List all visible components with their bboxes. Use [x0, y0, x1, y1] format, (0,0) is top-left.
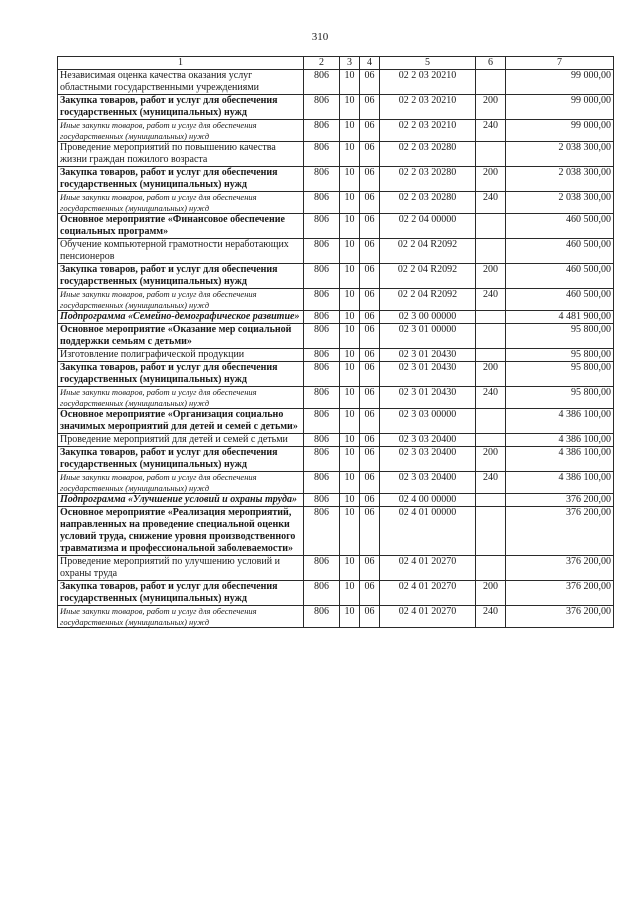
row-target-code-cell: 02 4 01 00000: [380, 507, 476, 556]
table-row: [58, 289, 614, 311]
header-cell: 2: [304, 57, 340, 70]
table-row: [58, 311, 614, 324]
table-row: [58, 362, 614, 387]
row-section-cell: 10: [340, 606, 360, 628]
row-section-cell: 10: [340, 264, 360, 289]
row-expense-type-cell: [476, 324, 506, 349]
table-row: [58, 264, 614, 289]
row-subsection-cell: 06: [360, 239, 380, 264]
row-section-cell: 10: [340, 95, 360, 120]
row-subsection-cell: 06: [360, 606, 380, 628]
row-name-cell: Обучение компьютерной грамотности неработающих пенсионеров: [58, 239, 304, 264]
row-name-cell: Подпрограмма «Семейно-демографическое развитие»: [58, 311, 304, 324]
row-expense-type-cell: 200: [476, 362, 506, 387]
row-name-cell: Изготовление полиграфической продукции: [58, 349, 304, 362]
row-code-cell: 806: [304, 581, 340, 606]
row-expense-type-cell: 240: [476, 472, 506, 494]
row-name-cell: Иные закупки товаров, работ и услуг для обеспечения государственных (муниципальных) нужд: [58, 192, 304, 214]
row-name-cell: Основное мероприятие «Финансовое обеспечение социальных программ»: [58, 214, 304, 239]
header-cell: 7: [506, 57, 614, 70]
row-code-cell: 806: [304, 167, 340, 192]
row-name-cell: Иные закупки товаров, работ и услуг для обеспечения государственных (муниципальных) нужд: [58, 387, 304, 409]
row-target-code-cell: 02 2 04 R2092: [380, 239, 476, 264]
row-section-cell: 10: [340, 447, 360, 472]
row-subsection-cell: 06: [360, 142, 380, 167]
table-row: [58, 581, 614, 606]
row-subsection-cell: 06: [360, 311, 380, 324]
row-target-code-cell: 02 3 03 20400: [380, 472, 476, 494]
row-expense-type-cell: [476, 409, 506, 434]
row-expense-type-cell: [476, 239, 506, 264]
row-subsection-cell: 06: [360, 167, 380, 192]
row-target-code-cell: 02 4 00 00000: [380, 494, 476, 507]
row-expense-type-cell: [476, 70, 506, 95]
row-amount-cell: 4 386 100,00: [506, 409, 614, 434]
row-section-cell: 10: [340, 120, 360, 142]
row-expense-type-cell: 200: [476, 95, 506, 120]
row-target-code-cell: 02 3 01 20430: [380, 387, 476, 409]
row-section-cell: 10: [340, 142, 360, 167]
row-name-cell: Проведение мероприятий по повышению качества жизни граждан пожилого возраста: [58, 142, 304, 167]
header-cell: 1: [58, 57, 304, 70]
row-name-cell: Иные закупки товаров, работ и услуг для обеспечения государственных (муниципальных) нужд: [58, 606, 304, 628]
row-target-code-cell: 02 2 03 20210: [380, 70, 476, 95]
row-expense-type-cell: [476, 142, 506, 167]
table-row: [58, 95, 614, 120]
table-row: [58, 494, 614, 507]
row-target-code-cell: 02 2 04 R2092: [380, 289, 476, 311]
row-section-cell: 10: [340, 214, 360, 239]
row-target-code-cell: 02 4 01 20270: [380, 606, 476, 628]
row-amount-cell: 4 386 100,00: [506, 472, 614, 494]
row-code-cell: 806: [304, 556, 340, 581]
row-section-cell: 10: [340, 409, 360, 434]
table-row: [58, 387, 614, 409]
row-expense-type-cell: [476, 556, 506, 581]
row-target-code-cell: 02 3 01 20430: [380, 349, 476, 362]
table-row: [58, 167, 614, 192]
row-code-cell: 806: [304, 434, 340, 447]
row-amount-cell: 376 200,00: [506, 494, 614, 507]
table-row: [58, 556, 614, 581]
row-subsection-cell: 06: [360, 434, 380, 447]
row-expense-type-cell: 240: [476, 606, 506, 628]
page-number: 310: [311, 31, 329, 43]
row-amount-cell: 460 500,00: [506, 289, 614, 311]
row-expense-type-cell: 200: [476, 264, 506, 289]
row-name-cell: Основное мероприятие «Реализация мероприятий, направленных на проведение специальной оценки условий труда, снижение уровня производственного травматизма и профессиональной заболеваемости»: [58, 507, 304, 556]
row-amount-cell: 376 200,00: [506, 507, 614, 556]
row-amount-cell: 460 500,00: [506, 264, 614, 289]
row-name-cell: Закупка товаров, работ и услуг для обеспечения государственных (муниципальных) нужд: [58, 264, 304, 289]
row-amount-cell: 4 386 100,00: [506, 434, 614, 447]
row-subsection-cell: 06: [360, 581, 380, 606]
row-section-cell: 10: [340, 239, 360, 264]
header-cell: 4: [360, 57, 380, 70]
row-expense-type-cell: [476, 434, 506, 447]
row-subsection-cell: 06: [360, 264, 380, 289]
row-section-cell: 10: [340, 507, 360, 556]
row-code-cell: 806: [304, 349, 340, 362]
table-row: [58, 214, 614, 239]
row-name-cell: Иные закупки товаров, работ и услуг для обеспечения государственных (муниципальных) нужд: [58, 120, 304, 142]
row-section-cell: 10: [340, 70, 360, 95]
row-amount-cell: 2 038 300,00: [506, 142, 614, 167]
row-name-cell: Закупка товаров, работ и услуг для обеспечения государственных (муниципальных) нужд: [58, 362, 304, 387]
row-section-cell: 10: [340, 192, 360, 214]
row-name-cell: Иные закупки товаров, работ и услуг для обеспечения государственных (муниципальных) нужд: [58, 472, 304, 494]
row-code-cell: 806: [304, 409, 340, 434]
row-target-code-cell: 02 4 01 20270: [380, 556, 476, 581]
row-section-cell: 10: [340, 349, 360, 362]
row-section-cell: 10: [340, 387, 360, 409]
row-name-cell: Закупка товаров, работ и услуг для обеспечения государственных (муниципальных) нужд: [58, 167, 304, 192]
row-code-cell: 806: [304, 311, 340, 324]
row-name-cell: Проведение мероприятий по улучшению условий и охраны труда: [58, 556, 304, 581]
header-cell: 5: [380, 57, 476, 70]
table-row: [58, 324, 614, 349]
row-target-code-cell: 02 3 03 20400: [380, 447, 476, 472]
table-row: [58, 239, 614, 264]
row-amount-cell: 4 386 100,00: [506, 447, 614, 472]
row-amount-cell: 2 038 300,00: [506, 167, 614, 192]
row-subsection-cell: 06: [360, 192, 380, 214]
row-code-cell: 806: [304, 239, 340, 264]
row-code-cell: 806: [304, 214, 340, 239]
row-name-cell: Закупка товаров, работ и услуг для обеспечения государственных (муниципальных) нужд: [58, 581, 304, 606]
row-section-cell: 10: [340, 362, 360, 387]
row-name-cell: Подпрограмма «Улучшение условий и охраны труда»: [58, 494, 304, 507]
row-code-cell: 806: [304, 362, 340, 387]
row-target-code-cell: 02 2 03 20280: [380, 142, 476, 167]
row-amount-cell: 376 200,00: [506, 556, 614, 581]
table-row: [58, 606, 614, 628]
row-expense-type-cell: [476, 311, 506, 324]
row-code-cell: 806: [304, 507, 340, 556]
row-amount-cell: 2 038 300,00: [506, 192, 614, 214]
row-expense-type-cell: 200: [476, 447, 506, 472]
row-code-cell: 806: [304, 447, 340, 472]
row-target-code-cell: 02 3 03 00000: [380, 409, 476, 434]
row-name-cell: Иные закупки товаров, работ и услуг для обеспечения государственных (муниципальных) нужд: [58, 289, 304, 311]
table-row: [58, 472, 614, 494]
row-target-code-cell: 02 2 03 20210: [380, 95, 476, 120]
row-amount-cell: 95 800,00: [506, 362, 614, 387]
row-amount-cell: 376 200,00: [506, 581, 614, 606]
row-amount-cell: 95 800,00: [506, 324, 614, 349]
row-code-cell: 806: [304, 120, 340, 142]
row-expense-type-cell: 240: [476, 289, 506, 311]
row-subsection-cell: 06: [360, 70, 380, 95]
row-section-cell: 10: [340, 311, 360, 324]
row-expense-type-cell: 200: [476, 581, 506, 606]
row-subsection-cell: 06: [360, 289, 380, 311]
row-code-cell: 806: [304, 324, 340, 349]
row-subsection-cell: 06: [360, 409, 380, 434]
row-target-code-cell: 02 2 03 20210: [380, 120, 476, 142]
row-target-code-cell: 02 2 04 00000: [380, 214, 476, 239]
row-amount-cell: 4 481 900,00: [506, 311, 614, 324]
row-target-code-cell: 02 2 03 20280: [380, 167, 476, 192]
row-amount-cell: 460 500,00: [506, 239, 614, 264]
table-row: [58, 349, 614, 362]
row-code-cell: 806: [304, 387, 340, 409]
row-target-code-cell: 02 2 04 R2092: [380, 264, 476, 289]
row-code-cell: 806: [304, 70, 340, 95]
row-section-cell: 10: [340, 472, 360, 494]
table-row: [58, 192, 614, 214]
row-subsection-cell: 06: [360, 214, 380, 239]
row-target-code-cell: 02 3 00 00000: [380, 311, 476, 324]
row-code-cell: 806: [304, 142, 340, 167]
row-section-cell: 10: [340, 167, 360, 192]
row-expense-type-cell: [476, 214, 506, 239]
table-row: [58, 70, 614, 95]
row-target-code-cell: 02 3 01 00000: [380, 324, 476, 349]
row-expense-type-cell: 240: [476, 192, 506, 214]
row-expense-type-cell: 240: [476, 387, 506, 409]
row-name-cell: Проведение мероприятий для детей и семей с детьми: [58, 434, 304, 447]
row-amount-cell: 99 000,00: [506, 70, 614, 95]
row-amount-cell: 376 200,00: [506, 606, 614, 628]
row-expense-type-cell: 240: [476, 120, 506, 142]
row-code-cell: 806: [304, 606, 340, 628]
table-row: [58, 434, 614, 447]
row-target-code-cell: 02 3 03 20400: [380, 434, 476, 447]
row-expense-type-cell: [476, 494, 506, 507]
row-code-cell: 806: [304, 192, 340, 214]
row-amount-cell: 95 800,00: [506, 349, 614, 362]
row-subsection-cell: 06: [360, 120, 380, 142]
table-header-row: [58, 57, 614, 70]
table-row: [58, 447, 614, 472]
row-subsection-cell: 06: [360, 507, 380, 556]
header-cell: 3: [340, 57, 360, 70]
row-name-cell: Основное мероприятие «Организация социально значимых мероприятий для детей и семей с детьми»: [58, 409, 304, 434]
row-subsection-cell: 06: [360, 362, 380, 387]
row-name-cell: Независимая оценка качества оказания услуг областными государственными учреждениями: [58, 70, 304, 95]
row-amount-cell: 99 000,00: [506, 95, 614, 120]
row-target-code-cell: 02 3 01 20430: [380, 362, 476, 387]
row-section-cell: 10: [340, 556, 360, 581]
row-subsection-cell: 06: [360, 387, 380, 409]
row-subsection-cell: 06: [360, 349, 380, 362]
row-target-code-cell: 02 4 01 20270: [380, 581, 476, 606]
row-code-cell: 806: [304, 95, 340, 120]
row-amount-cell: 95 800,00: [506, 387, 614, 409]
row-section-cell: 10: [340, 434, 360, 447]
row-subsection-cell: 06: [360, 472, 380, 494]
table-row: [58, 507, 614, 556]
row-subsection-cell: 06: [360, 447, 380, 472]
row-expense-type-cell: [476, 507, 506, 556]
row-subsection-cell: 06: [360, 556, 380, 581]
row-name-cell: Закупка товаров, работ и услуг для обеспечения государственных (муниципальных) нужд: [58, 95, 304, 120]
row-subsection-cell: 06: [360, 494, 380, 507]
row-section-cell: 10: [340, 324, 360, 349]
row-code-cell: 806: [304, 494, 340, 507]
row-expense-type-cell: 200: [476, 167, 506, 192]
row-section-cell: 10: [340, 581, 360, 606]
row-amount-cell: 460 500,00: [506, 214, 614, 239]
row-expense-type-cell: [476, 349, 506, 362]
row-section-cell: 10: [340, 289, 360, 311]
row-target-code-cell: 02 2 03 20280: [380, 192, 476, 214]
budget-table: [57, 56, 614, 628]
row-section-cell: 10: [340, 494, 360, 507]
row-amount-cell: 99 000,00: [506, 120, 614, 142]
row-subsection-cell: 06: [360, 95, 380, 120]
row-code-cell: 806: [304, 289, 340, 311]
row-code-cell: 806: [304, 472, 340, 494]
row-subsection-cell: 06: [360, 324, 380, 349]
row-code-cell: 806: [304, 264, 340, 289]
table-row: [58, 120, 614, 142]
row-name-cell: Основное мероприятие «Оказание мер социальной поддержки семьям с детьми»: [58, 324, 304, 349]
table-row: [58, 409, 614, 434]
header-cell: 6: [476, 57, 506, 70]
table-row: [58, 142, 614, 167]
row-name-cell: Закупка товаров, работ и услуг для обеспечения государственных (муниципальных) нужд: [58, 447, 304, 472]
